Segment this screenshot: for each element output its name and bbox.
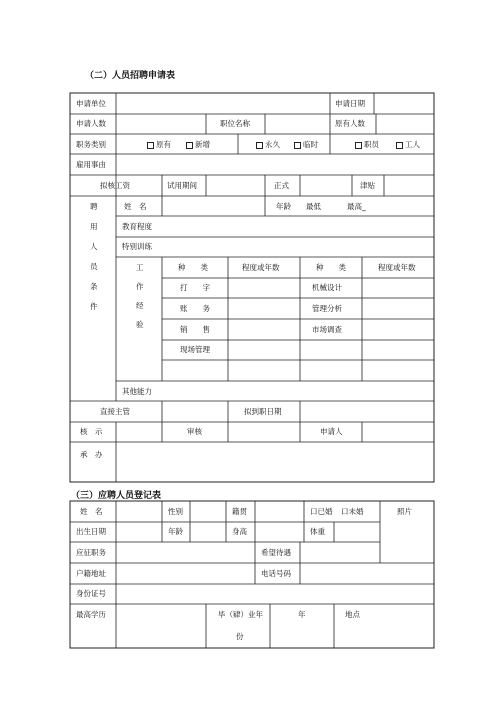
skill-site-mgmt: 现场管理 (180, 345, 210, 354)
job-type-label: 职务类别 (76, 140, 106, 149)
conditions-char: 件 (90, 302, 98, 311)
phone-label: 电话号码 (261, 569, 291, 578)
checkbox-icon (294, 142, 301, 149)
applicant-label: 申请人 (320, 427, 343, 436)
birth-label: 出生日期 (76, 527, 106, 536)
probation-label: 试用期间 (167, 181, 197, 190)
weight-label: 体重 (310, 527, 325, 536)
s3-name-label: 姓 名 (80, 507, 103, 516)
skill-machine-design: 机械设计 (312, 283, 342, 292)
work-exp-char: 作 (136, 282, 144, 291)
checkbox-permanent[interactable]: 永久 (256, 141, 280, 149)
height-label: 身高 (232, 527, 247, 536)
place-label: 地点 (345, 610, 360, 619)
photo-label: 照片 (397, 507, 412, 516)
work-exp-char: 验 (136, 320, 144, 329)
formal-label: 正式 (274, 181, 289, 190)
id-no-label: 身份证号 (76, 589, 106, 598)
kind-header: 种 类 (316, 263, 346, 272)
s3-education-label: 最高学历 (76, 610, 106, 619)
fen-label: 份 (236, 632, 244, 641)
approve-label: 核 示 (80, 427, 103, 436)
checkbox-icon (147, 142, 154, 149)
conditions-char: 条 (90, 282, 98, 291)
conditions-char: 用 (90, 222, 98, 231)
age-min-label: 最低 (306, 202, 321, 211)
allowance-label: 津贴 (360, 181, 375, 190)
current-count-label: 原有人数 (335, 119, 365, 128)
checkbox-original[interactable]: 原有 (147, 141, 171, 149)
checkbox-icon (186, 142, 193, 149)
conditions-char: 聘 (90, 202, 98, 211)
work-exp-char: 经 (136, 301, 144, 310)
married-option[interactable]: 口已婚 (310, 507, 333, 516)
checkbox-staff[interactable]: 职员 (355, 141, 379, 149)
skill-accounts: 账 务 (180, 304, 210, 313)
section3-title: （三）应聘人员登记表 (71, 491, 162, 501)
degree-header: 程度或年数 (242, 263, 280, 272)
degree-header: 程度或年数 (378, 263, 416, 272)
skill-mgmt-analysis: 管理分析 (312, 304, 342, 313)
skill-market-survey: 市场调查 (312, 325, 342, 334)
apply-count-label: 申请人数 (76, 119, 106, 128)
conditions-char: 人 (90, 242, 98, 251)
other-ability-label: 其他能力 (122, 387, 152, 396)
year-label: 年 (298, 610, 306, 619)
kind-header: 种 类 (178, 263, 208, 272)
grad-year-label: 毕（肄）业年 (218, 610, 263, 619)
unmarried-option[interactable]: 口未婚 (341, 507, 364, 516)
conditions-char: 员 (90, 262, 98, 271)
position-label: 应征职务 (76, 548, 106, 557)
supervisor-label: 直接主管 (100, 407, 130, 416)
name-label: 姓 名 (124, 202, 147, 211)
expected-pay-label: 希望待遇 (261, 548, 291, 557)
age-max-label: 最高_ (347, 202, 366, 211)
hire-reason-label: 雇用事由 (76, 160, 106, 169)
s3-age-label: 年龄 (168, 527, 183, 536)
training-label: 特别训练 (122, 242, 152, 251)
apply-date-label: 申请日期 (335, 99, 365, 108)
s3-gender-label: 性别 (168, 507, 183, 516)
handler-label: 承 办 (80, 450, 103, 459)
salary-label: 拟核工资 (100, 181, 130, 190)
checkbox-worker[interactable]: 工人 (396, 141, 420, 149)
apply-unit-field[interactable] (118, 95, 328, 112)
work-exp-char: 工 (136, 263, 144, 272)
checkbox-icon (396, 142, 403, 149)
checkbox-icon (355, 142, 362, 149)
s3-native-label: 籍贯 (232, 507, 247, 516)
age-label: 年龄 (276, 202, 291, 211)
skill-typing: 打 字 (180, 283, 210, 292)
skill-sales: 销 售 (180, 325, 210, 334)
checkbox-icon (256, 142, 263, 149)
section2-title: （二）人员招聘申请表 (85, 71, 176, 81)
checkbox-temporary[interactable]: 临时 (294, 141, 318, 149)
education-label: 教育程度 (122, 222, 152, 231)
apply-unit-label: 申请单位 (76, 99, 106, 108)
checkbox-new[interactable]: 新增 (186, 141, 210, 149)
position-name-label: 职位名称 (220, 119, 250, 128)
report-date-label: 拟到职日期 (244, 407, 282, 416)
hukou-label: 户籍地址 (76, 569, 106, 578)
apply-date-field[interactable] (376, 95, 432, 112)
review-label: 审核 (187, 427, 202, 436)
